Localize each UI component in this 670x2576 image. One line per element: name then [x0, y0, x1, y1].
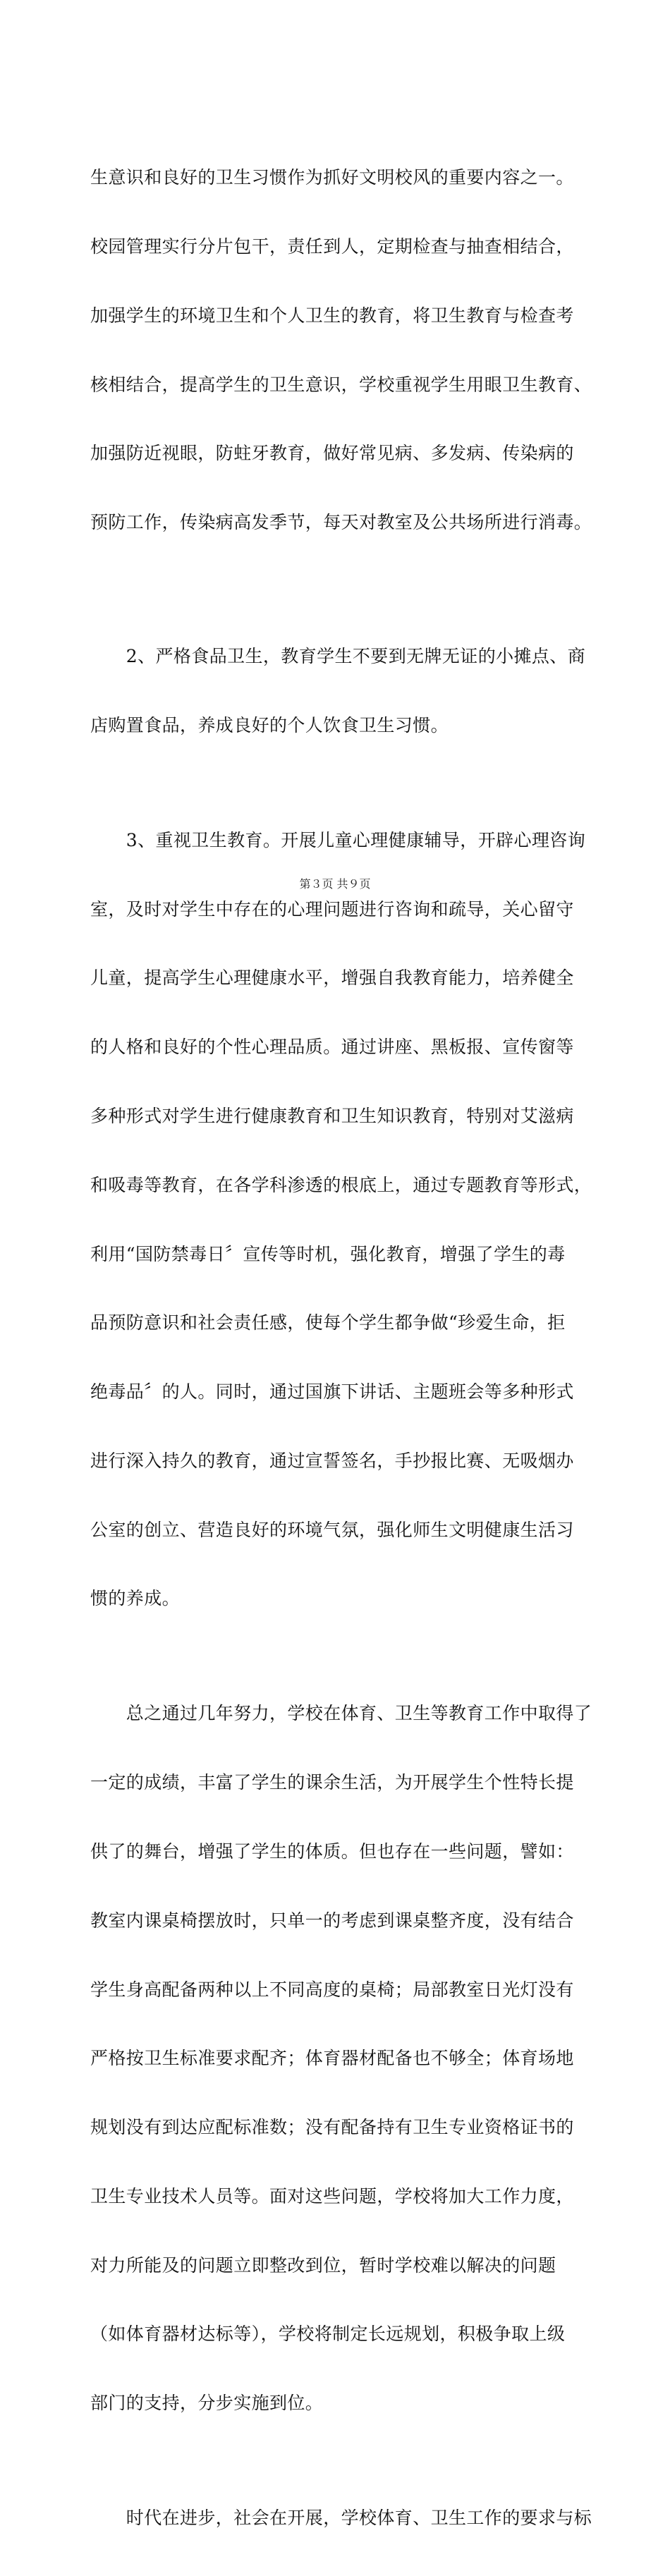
- text-line: 供了的舞台，增强了学生的体质。但也存在一些问题，譬如：: [90, 1841, 574, 1862]
- text-line: 进行深入持久的教育，通过宣誓签名，手抄报比赛、无吸烟办: [90, 1450, 574, 1471]
- text-line: 核相结合，提高学生的卫生意识，学校重视学生用眼卫生教育、: [90, 374, 592, 395]
- text-line: 的人格和良好的个性心理品质。通过讲座、黑板报、宣传窗等: [90, 1037, 574, 1058]
- paragraph-summary: [90, 1656, 592, 2461]
- text-line: 和吸毒等教育，在各学科渗透的根底上，通过专题教育等形式，: [90, 1174, 592, 1195]
- text-line: 总之通过几年努力，学校在体育、卫生等教育工作中取得了: [90, 1703, 592, 1724]
- text-line: 店购置食品，养成良好的个人饮食卫生习惯。: [90, 714, 449, 735]
- text-line: 一定的成绩，丰富了学生的课余生活，为开展学生个性特长提: [90, 1772, 574, 1793]
- text-line: 3、重视卫生教育。开展儿童心理健康辅导，开辟心理咨询: [90, 829, 586, 850]
- paragraph-gap: [90, 580, 587, 599]
- text-line: 规划没有到达应配标准数；没有配备持有卫生专业资格证书的: [90, 2117, 574, 2138]
- text-line: 惯的养成。: [90, 1588, 181, 1609]
- text-line: 时代在进步，社会在开展，学校体育、卫生工作的要求与标: [90, 2508, 592, 2529]
- text-line: 对力所能及的问题立即整改到位，暂时学校难以解决的问题: [90, 2254, 556, 2276]
- text-line: 加强学生的环境卫生和个人卫生的教育，将卫生教育与检查考: [90, 305, 574, 326]
- text-line: （如体育器材达标等），学校将制定长远规划，积极争取上级: [90, 2324, 566, 2345]
- text-line: 儿童，提高学生心理健康水平，增强自我教育能力，培养健全: [90, 967, 574, 989]
- paragraph-food-hygiene: [90, 599, 587, 783]
- paragraph-hygiene-habits: [90, 121, 592, 580]
- text-line: 生意识和良好的卫生习惯作为抓好文明校风的重要内容之一。: [90, 167, 574, 188]
- text-line: 2、严格食品卫生，教育学生不要到无牌无证的小摊点、商: [90, 646, 586, 667]
- text-line: 绝毒品〞的人。同时，通过国旗下讲话、主题班会等多种形式: [90, 1381, 574, 1403]
- text-line: 公室的创立、营造良好的环境气氛，强化师生文明健康生活习: [90, 1519, 574, 1540]
- text-line: 学生身高配备两种以上不同高度的桌椅；局部教室日光灯没有: [90, 1979, 574, 2000]
- text-line: 利用“国防禁毒日〞宣传等时机，强化教育，增强了学生的毒: [90, 1243, 566, 1264]
- paragraph-progress: [90, 2461, 592, 2576]
- text-line: 严格按卫生标准要求配齐；体育器材配备也不够全；体育场地: [90, 2048, 574, 2069]
- text-line: 卫生专业技术人员等。面对这些问题，学校将加大工作力度，: [90, 2185, 574, 2206]
- paragraph-health-education: [90, 783, 592, 1657]
- page-number-footer: 第３页 共９页: [299, 877, 371, 891]
- text-line: 部门的支持，分步实施到位。: [90, 2393, 324, 2414]
- document-body: [90, 121, 592, 2576]
- text-line: 品预防意识和社会责任感，使每个学生都争做“珍爱生命，拒: [90, 1312, 566, 1333]
- text-line: 多种形式对学生进行健康教育和卫生知识教育，特别对艾滋病: [90, 1105, 574, 1126]
- text-line: 加强防近视眼，防蛀牙教育，做好常见病、多发病、传染病的: [90, 443, 574, 464]
- text-line: 校园管理实行分片包干，责任到人，定期检查与抽查相结合，: [90, 236, 574, 257]
- text-line: 预防工作，传染病高发季节，每天对教室及公共场所进行消毒。: [90, 512, 592, 533]
- text-line: 教室内课桌椅摆放时，只单一的考虑到课桌整齐度，没有结合: [90, 1910, 574, 1931]
- text-line: 室，及时对学生中存在的心理问题进行咨询和疏导，关心留守: [90, 898, 574, 920]
